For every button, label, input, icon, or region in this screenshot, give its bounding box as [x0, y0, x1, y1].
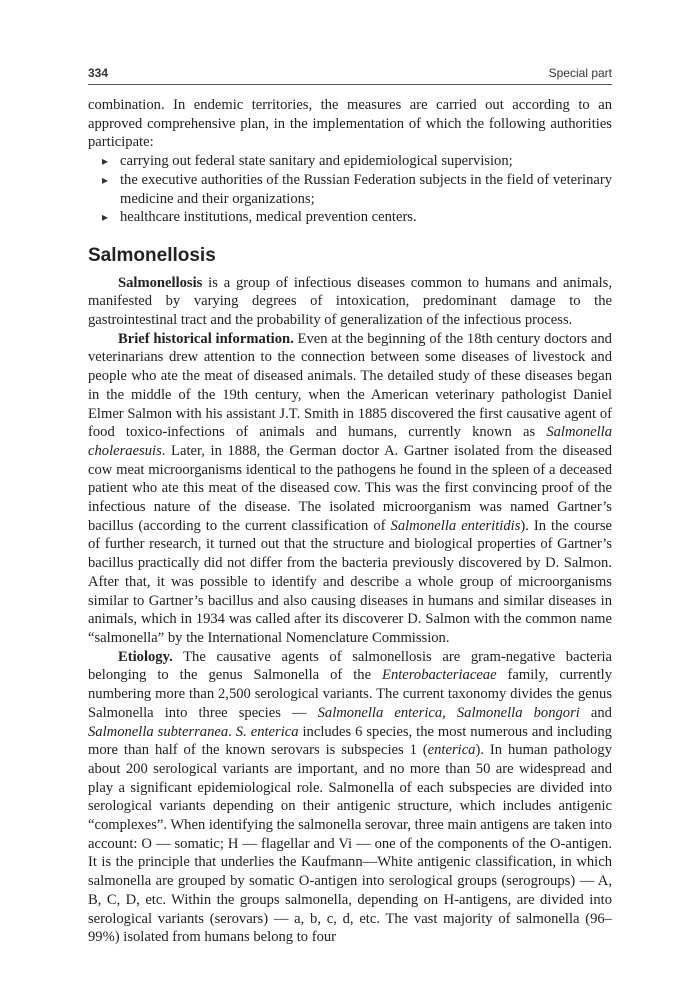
definition-text: is a group of infectious diseases common to humans and animals, manifested by varying degrees of intoxication, predominant damage to the gastrointestinal tract and the probability of generalization of the infectious process.: [88, 274, 612, 329]
etiology-text: .: [228, 723, 236, 740]
definition-term: Salmonellosis: [118, 274, 203, 291]
species-name: Salmonella enteritidis: [390, 517, 521, 534]
definition-paragraph: [88, 274, 612, 330]
etiology-paragraph: [88, 648, 612, 947]
etiology-heading: Etiology.: [118, 648, 173, 665]
list-item: ▸ healthcare institutions, medical prevention centers.: [88, 208, 612, 227]
species-name: Salmonella enterica, Salmonella bongori: [317, 704, 580, 721]
subspecies-name: enterica: [427, 742, 476, 759]
history-text: . Later, in 1888, the German doctor A. Gartner isolated from the diseased cow meat microorganisms identical to the pathogens he found in the spleen of a deceased patient who ate this meat of the diseased cow. This was the first convincing proof of the infectious nature of the disease. The isolated microorganism was named Gartner’s bacillus (according to the current classification of: [88, 442, 612, 534]
etiology-text: The causative agents of salmonellosis are gram-negative bacteria belonging to the genus Salmonella of the: [88, 648, 612, 684]
body-text: [88, 96, 612, 947]
section-heading: Salmonellosis: [88, 244, 216, 266]
history-text: ). In the course of further research, it turned out that the structure and biological properties of Gartner’s bacillus practically did not differ from the bacteria previously discovered by D. Salmon. After that, it was possible to identify and describe a whole group of microorganisms similar to Gartner’s bacillus and also causing diseases in humans and similar diseases in animals, which in 1934 was called after its discoverer D. Salmon with the common name “salmonella” by the International Nomenclature Commission.: [88, 517, 612, 646]
etiology-text: includes 6 species, the most numerous and including more than half of the known serovars is subspecies 1 (: [88, 723, 612, 759]
authority-list: [88, 152, 612, 227]
etiology-text: and: [579, 704, 612, 721]
history-heading: Brief historical information.: [118, 330, 294, 347]
section-label: Special part: [548, 66, 612, 80]
history-paragraph: [88, 330, 612, 648]
species-name: Salmonella subterranea: [88, 723, 229, 740]
etiology-text: ). In human pathology about 200 serological variants are important, and no more than 50 are widespread and play a significant epidemiological role. Salmonella of each subspecies are divided into serological variants depending on their antigenic structure, which includes antigenic “complexes”. When identifying the salmonella serovar, three main antigens are taken into account: O — somatic; H — flagellar and Vi — one of the components of the O-antigen. It is the principle that underlies the Kaufmann—White antigenic classification, in which salmonella are grouped by somatic O-antigen into serological groups (serogroups) — A, B, C, D, etc. Within the groups salmonella, depending on H-antigens, are divided into serological variants (serovars) — a, b, c, d, etc. The vast majority of salmonella (96–99%) isolated from humans belong to four: [88, 742, 612, 946]
etiology-text: family, currently numbering more than 2,500 serological variants. The current taxonomy divides the genus Salmonella into three species —: [88, 667, 612, 721]
list-item: ▸ carrying out federal state sanitary and epidemiological supervision;: [88, 152, 612, 171]
running-head: [88, 62, 612, 85]
page-number: 334: [88, 66, 109, 80]
species-name: S. enterica: [235, 723, 299, 740]
intro-paragraph: combination. In endemic territories, the measures are carried out according to an approved comprehensive plan, in the implementation of which the following authorities participate:: [88, 97, 612, 151]
list-item: ▸ the executive authorities of the Russian Federation subjects in the field of veterinary medicine and their organizations;: [88, 171, 612, 208]
species-name: Salmonella choleraesuis: [88, 424, 612, 459]
book-page: [88, 62, 612, 947]
family-name: Enterobacteriaceae: [382, 667, 497, 684]
history-text: Even at the beginning of the 18th century doctors and veterinarians drew attention to the connection between some diseases of livestock and people who ate the meat of diseased animals. The detailed study of these diseases began in the middle of the 19th century, when the American veterinary pathologist Daniel Elmer Salmon with his assistant J.T. Smith in 1885 discovered the first causative agent of food toxico-infections of animals and humans, currently known as: [88, 330, 612, 441]
